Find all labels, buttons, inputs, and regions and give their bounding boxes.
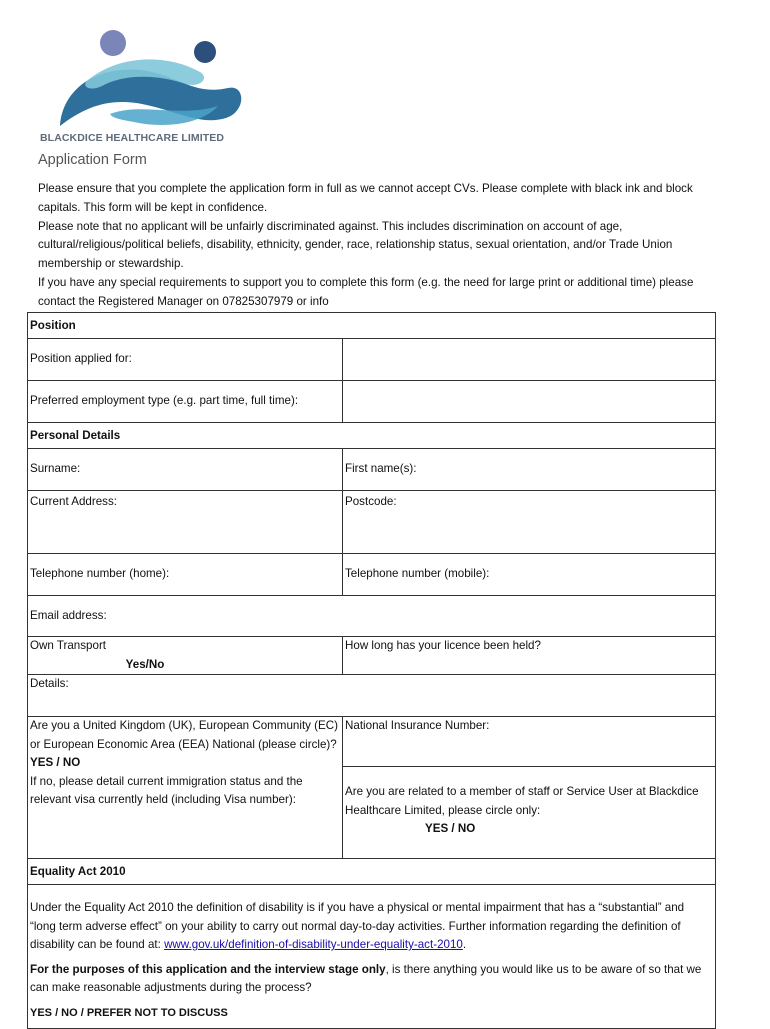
own-transport-label: Own Transport: [30, 639, 107, 652]
residency-question: Are you a United Kingdom (UK), European Community (EC) or European Economic Area (EEA) National (please circle)?: [30, 719, 339, 751]
logo-head-right: [194, 41, 216, 63]
equality-definition: [30, 899, 713, 955]
application-form-table: [27, 312, 716, 1029]
intro-paragraph-2: Please note that no applicant will be unfairly discriminated against. This includes discrimination on account of age, cultural/religious/political beliefs, disability, ethnicity, gender, race, relationship status, sexual orientation, and/or Trade Union membership or stewardship.: [38, 219, 673, 271]
equality-act-heading: Equality Act 2010: [28, 859, 716, 885]
equality-link[interactable]: www.gov.uk/definition-of-disability-under-equality-act-2010: [164, 938, 463, 951]
residency-cell[interactable]: [28, 717, 343, 859]
surname-field[interactable]: Surname:: [28, 449, 343, 491]
telephone-home-field[interactable]: Telephone number (home):: [28, 554, 343, 596]
equality-text: Under the Equality Act 2010 the definition of disability is if you have a physical or mental impairment that has a “substantial” and “long term adverse effect” on your ability to carry out normal day-to-day activities. Further information regarding the definition of disability can be found at:: [30, 901, 685, 951]
intro-section: [38, 180, 728, 312]
position-heading: Position: [28, 313, 716, 339]
related-cell[interactable]: [343, 767, 716, 859]
employment-type-field[interactable]: [343, 381, 716, 423]
company-name: BLACKDICE HEALTHCARE LIMITED: [40, 132, 225, 144]
related-question: Are you are related to a member of staff or Service User at Blackdice Healthcare Limited, please circle only:: [345, 785, 699, 817]
employment-type-label: Preferred employment type (e.g. part time, full time):: [28, 381, 343, 423]
blackdice-logo-icon: [50, 14, 250, 142]
adjustments-bold: For the purposes of this application and the interview stage only: [30, 962, 386, 976]
address-field[interactable]: Current Address:: [28, 491, 343, 554]
intro-paragraph-3: If you have any special requirements to support you to complete this form (e.g. the need for large print or additional time) please contact the Registered Manager on 07825307979 or info: [38, 275, 694, 308]
equality-options[interactable]: YES / NO / PREFER NOT TO DISCUSS: [30, 1006, 228, 1019]
adjustments-rest: , is there anything you would like us to be aware of so that we can make reasonable adjustments during the process?: [30, 962, 702, 994]
immigration-status-label: If no, please detail current immigration status and the relevant visa currently held (including Visa number):: [30, 774, 303, 806]
intro-paragraph-1: Please ensure that you complete the application form in full as we cannot accept CVs. Please complete with black ink and block capitals. This form will be kept in confidence.: [38, 182, 693, 214]
adjustments-question: [30, 961, 713, 998]
position-applied-field[interactable]: [343, 339, 716, 381]
email-field[interactable]: Email address:: [28, 596, 716, 637]
postcode-field[interactable]: Postcode:: [343, 491, 716, 554]
personal-details-heading: Personal Details: [28, 423, 716, 449]
transport-details-field[interactable]: Details:: [28, 675, 716, 717]
equality-link-end: .: [462, 938, 467, 951]
telephone-mobile-field[interactable]: Telephone number (mobile):: [343, 554, 716, 596]
first-name-field[interactable]: First name(s):: [343, 449, 716, 491]
form-title: Application Form: [38, 152, 147, 168]
residency-yes-no[interactable]: YES / NO: [30, 756, 81, 769]
position-applied-label: Position applied for:: [28, 339, 343, 381]
ni-number-field[interactable]: National Insurance Number:: [343, 717, 716, 767]
related-yes-no[interactable]: YES / NO: [425, 822, 476, 835]
equality-cell: [28, 885, 716, 1029]
logo-head-left: [100, 30, 126, 56]
own-transport-cell[interactable]: [28, 637, 343, 675]
licence-field[interactable]: How long has your licence been held?: [343, 637, 716, 675]
transport-yes-no[interactable]: Yes/No: [125, 657, 165, 671]
